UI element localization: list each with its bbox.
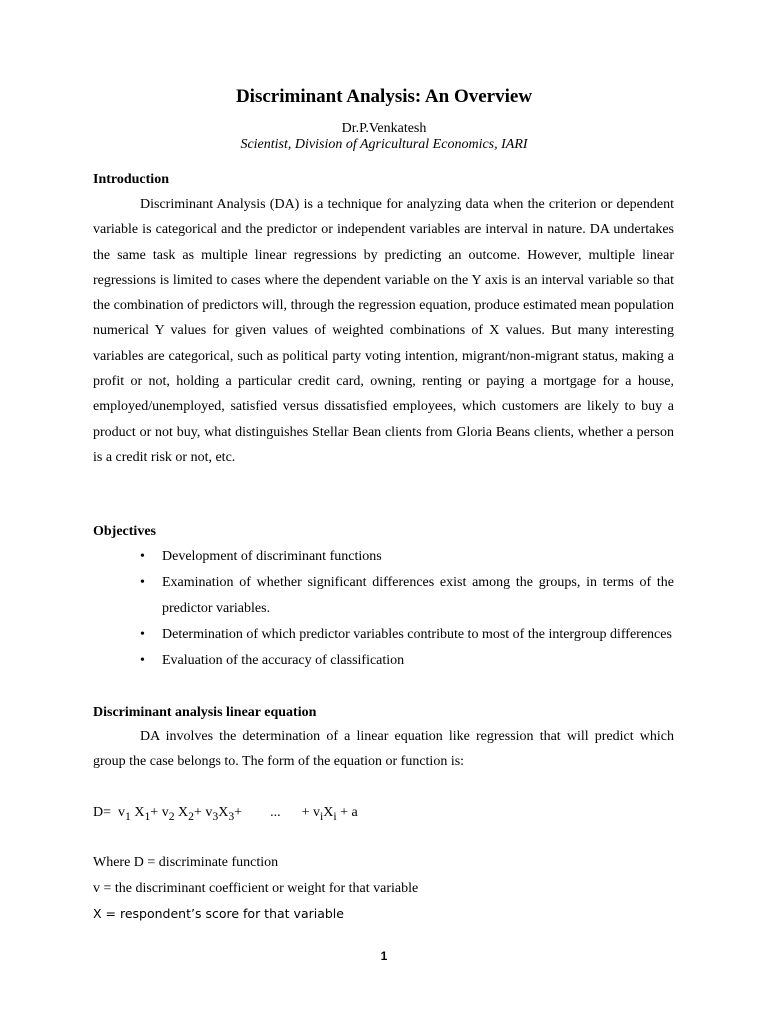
objectives-list — [93, 544, 674, 674]
author-affiliation: Scientist, Division of Agricultural Economics, IARI — [240, 137, 528, 152]
definition-d: Where D = discriminate function — [93, 855, 279, 870]
objective-text: Determination of which predictor variables contribute to most of the intergroup differences — [162, 626, 672, 642]
bullet-icon: • — [140, 575, 145, 591]
list-item — [93, 648, 674, 673]
objective-text: Evaluation of the accuracy of classification — [162, 653, 405, 669]
author-name: Dr.P.Venkatesh — [341, 121, 427, 136]
list-item — [93, 544, 674, 569]
section-heading-introduction: Introduction — [93, 172, 169, 187]
paper-title: Discriminant Analysis: An Overview — [235, 86, 533, 107]
bullet-icon: • — [140, 653, 145, 669]
objective-text: Examination of whether significant differences exist among the groups, in terms of the predictor variables. — [162, 575, 674, 616]
introduction-paragraph: Discriminant Analysis (DA) is a technique for analyzing data when the criterion or dependent variable is categorical and the predictor or independent variables are interval in nature. DA undertakes the same task as multiple linear regressions by predicting an outcome. However, multiple linear regressions is limited to cases where the dependent variable on the Y axis is an interval variable so that the combination of predictors will, through the regression equation, produce estimated mean population numerical Y values for given values of weighted combinations of X values. But many interesting variables are categorical, such as political party voting intention, migrant/non-migrant status, making a profit or not, holding a particular credit card, owning, renting or paying a mortgage for a house, employed/unemployed, satisfied versus dissatisfied employees, which customers are likely to buy a product or not buy, what distinguishes Stellar Bean clients from Gloria Beans clients, whether a person is a credit risk or not, etc. — [93, 197, 674, 465]
section-heading-linear-equation: Discriminant analysis linear equation — [93, 705, 317, 720]
bullet-icon: • — [140, 549, 145, 564]
list-item — [93, 622, 674, 647]
bullet-icon: • — [140, 626, 145, 642]
list-item — [93, 570, 674, 621]
discriminant-equation: $D= v_1$ $X_1+ v_2$ $X_2+ v_3X_3+$ ... + $v_iX_i + a$ — [93, 805, 358, 823]
page-number: 1 — [380, 949, 388, 963]
definition-x: X = respondent’s score for that variable — [93, 906, 344, 921]
definition-v: v = the discriminant coefficient or weight for that variable — [93, 881, 419, 896]
section-heading-objectives: Objectives — [93, 524, 156, 539]
linear-equation-paragraph: DA involves the determination of a linear equation like regression that will predict which group the case belongs to. The form of the equation or function is: — [93, 729, 674, 770]
objective-text: Development of discriminant functions — [162, 549, 382, 564]
